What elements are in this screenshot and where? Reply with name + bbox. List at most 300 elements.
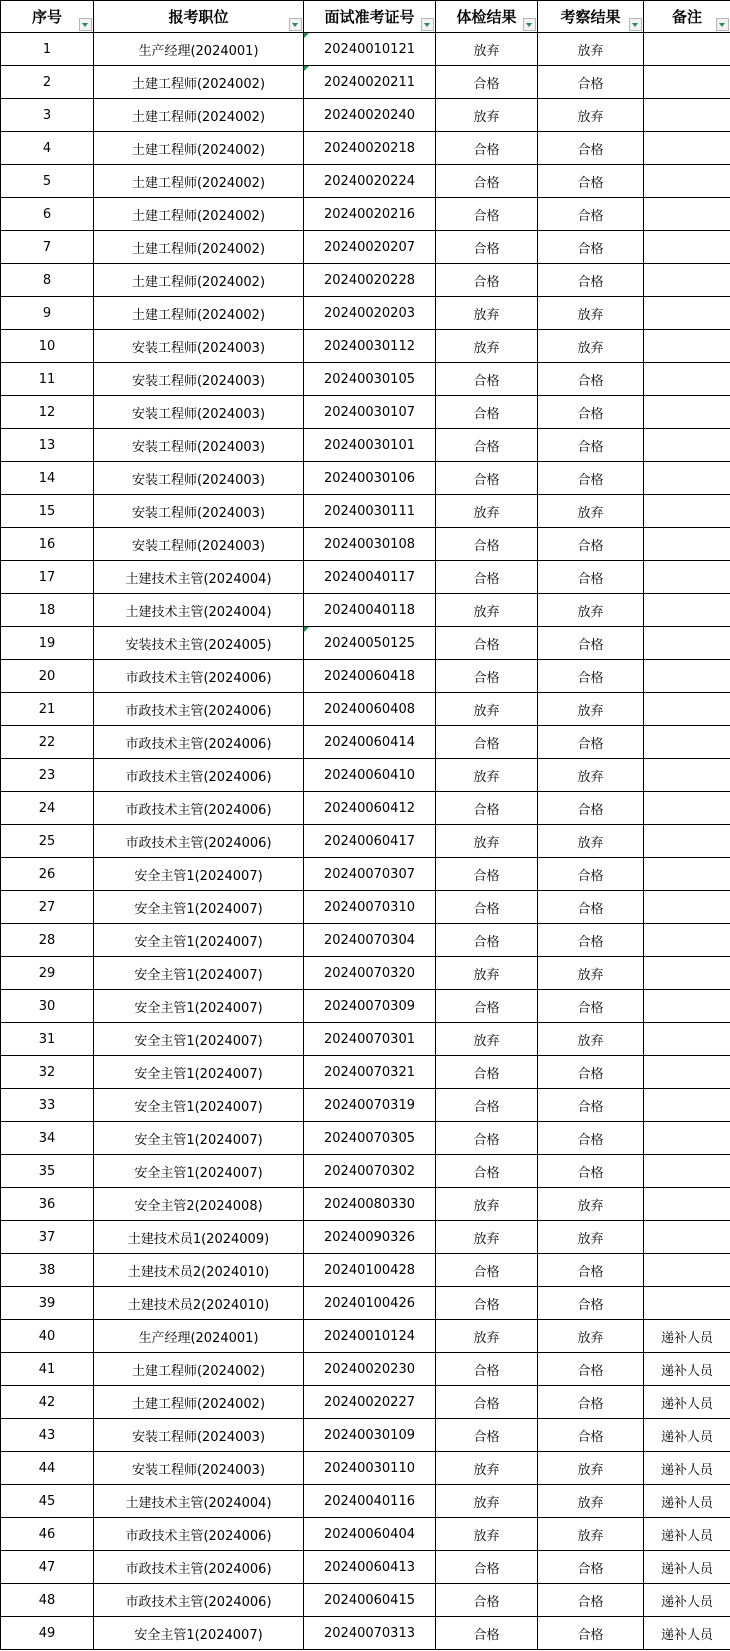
cell-note[interactable]: [644, 297, 730, 330]
filter-dropdown-icon[interactable]: [716, 18, 729, 31]
cell-note[interactable]: [644, 693, 730, 726]
cell-position[interactable]: 土建技术员1(2024009): [94, 1221, 304, 1254]
cell-note[interactable]: 递补人员: [644, 1584, 730, 1617]
cell-seq[interactable]: 43: [1, 1419, 94, 1452]
cell-review-result[interactable]: 合格: [538, 429, 644, 462]
cell-seq[interactable]: 13: [1, 429, 94, 462]
cell-exam-result[interactable]: 合格: [436, 462, 538, 495]
cell-ticket[interactable]: 20240010124: [304, 1320, 436, 1353]
cell-position[interactable]: 安全主管1(2024007): [94, 924, 304, 957]
cell-exam-result[interactable]: 合格: [436, 165, 538, 198]
cell-note[interactable]: [644, 924, 730, 957]
cell-position[interactable]: 土建工程师(2024002): [94, 264, 304, 297]
cell-review-result[interactable]: 合格: [538, 627, 644, 660]
cell-seq[interactable]: 35: [1, 1155, 94, 1188]
cell-position[interactable]: 市政技术主管(2024006): [94, 1551, 304, 1584]
cell-seq[interactable]: 15: [1, 495, 94, 528]
cell-review-result[interactable]: 合格: [538, 66, 644, 99]
cell-note[interactable]: [644, 99, 730, 132]
cell-exam-result[interactable]: 合格: [436, 1386, 538, 1419]
cell-position[interactable]: 市政技术主管(2024006): [94, 759, 304, 792]
cell-exam-result[interactable]: 合格: [436, 1122, 538, 1155]
cell-position[interactable]: 安全主管1(2024007): [94, 1089, 304, 1122]
cell-position[interactable]: 安全主管1(2024007): [94, 1155, 304, 1188]
cell-ticket[interactable]: 20240060404: [304, 1518, 436, 1551]
cell-ticket[interactable]: 20240100426: [304, 1287, 436, 1320]
cell-exam-result[interactable]: 合格: [436, 1254, 538, 1287]
cell-exam-result[interactable]: 合格: [436, 132, 538, 165]
cell-review-result[interactable]: 合格: [538, 1584, 644, 1617]
cell-note[interactable]: [644, 198, 730, 231]
cell-note[interactable]: [644, 1056, 730, 1089]
cell-exam-result[interactable]: 放弃: [436, 1320, 538, 1353]
cell-seq[interactable]: 17: [1, 561, 94, 594]
cell-ticket[interactable]: 20240030106: [304, 462, 436, 495]
cell-note[interactable]: [644, 495, 730, 528]
cell-exam-result[interactable]: 合格: [436, 198, 538, 231]
cell-position[interactable]: 土建工程师(2024002): [94, 1386, 304, 1419]
cell-exam-result[interactable]: 合格: [436, 429, 538, 462]
cell-seq[interactable]: 22: [1, 726, 94, 759]
cell-ticket[interactable]: 20240040117: [304, 561, 436, 594]
filter-dropdown-icon[interactable]: [421, 18, 434, 31]
cell-exam-result[interactable]: 放弃: [436, 1518, 538, 1551]
cell-ticket[interactable]: 20240060410: [304, 759, 436, 792]
cell-position[interactable]: 安全主管1(2024007): [94, 1617, 304, 1650]
cell-note[interactable]: [644, 462, 730, 495]
cell-position[interactable]: 安全主管1(2024007): [94, 1056, 304, 1089]
cell-ticket[interactable]: 20240020224: [304, 165, 436, 198]
cell-ticket[interactable]: 20240020216: [304, 198, 436, 231]
cell-review-result[interactable]: 放弃: [538, 594, 644, 627]
cell-ticket[interactable]: 20240020218: [304, 132, 436, 165]
cell-note[interactable]: [644, 429, 730, 462]
cell-seq[interactable]: 46: [1, 1518, 94, 1551]
filter-dropdown-icon[interactable]: [523, 18, 536, 31]
cell-ticket[interactable]: 20240030108: [304, 528, 436, 561]
cell-review-result[interactable]: 合格: [538, 1419, 644, 1452]
cell-ticket[interactable]: 20240030101: [304, 429, 436, 462]
cell-exam-result[interactable]: 放弃: [436, 594, 538, 627]
cell-position[interactable]: 土建技术主管(2024004): [94, 594, 304, 627]
cell-review-result[interactable]: 放弃: [538, 825, 644, 858]
cell-seq[interactable]: 10: [1, 330, 94, 363]
cell-review-result[interactable]: 放弃: [538, 693, 644, 726]
cell-note[interactable]: [644, 792, 730, 825]
cell-position[interactable]: 安装工程师(2024003): [94, 1452, 304, 1485]
cell-review-result[interactable]: 放弃: [538, 759, 644, 792]
cell-exam-result[interactable]: 合格: [436, 561, 538, 594]
cell-note[interactable]: [644, 165, 730, 198]
cell-position[interactable]: 安装工程师(2024003): [94, 1419, 304, 1452]
cell-position[interactable]: 安装工程师(2024003): [94, 330, 304, 363]
cell-seq[interactable]: 19: [1, 627, 94, 660]
cell-seq[interactable]: 16: [1, 528, 94, 561]
cell-note[interactable]: [644, 396, 730, 429]
cell-seq[interactable]: 37: [1, 1221, 94, 1254]
cell-seq[interactable]: 5: [1, 165, 94, 198]
cell-exam-result[interactable]: 合格: [436, 1551, 538, 1584]
cell-position[interactable]: 土建工程师(2024002): [94, 231, 304, 264]
cell-review-result[interactable]: 合格: [538, 924, 644, 957]
cell-review-result[interactable]: 合格: [538, 792, 644, 825]
cell-position[interactable]: 市政技术主管(2024006): [94, 1584, 304, 1617]
cell-seq[interactable]: 1: [1, 33, 94, 66]
cell-exam-result[interactable]: 合格: [436, 264, 538, 297]
cell-position[interactable]: 安装工程师(2024003): [94, 429, 304, 462]
cell-exam-result[interactable]: 合格: [436, 990, 538, 1023]
cell-review-result[interactable]: 合格: [538, 726, 644, 759]
cell-position[interactable]: 市政技术主管(2024006): [94, 1518, 304, 1551]
cell-ticket[interactable]: 20240100428: [304, 1254, 436, 1287]
cell-review-result[interactable]: 放弃: [538, 957, 644, 990]
cell-seq[interactable]: 33: [1, 1089, 94, 1122]
cell-ticket[interactable]: 20240060414: [304, 726, 436, 759]
cell-exam-result[interactable]: 放弃: [436, 99, 538, 132]
cell-exam-result[interactable]: 合格: [436, 396, 538, 429]
cell-review-result[interactable]: 放弃: [538, 1023, 644, 1056]
cell-note[interactable]: [644, 759, 730, 792]
cell-note[interactable]: [644, 1089, 730, 1122]
cell-exam-result[interactable]: 合格: [436, 726, 538, 759]
cell-seq[interactable]: 6: [1, 198, 94, 231]
cell-ticket[interactable]: 20240020211: [304, 66, 436, 99]
cell-ticket[interactable]: 20240030107: [304, 396, 436, 429]
cell-seq[interactable]: 38: [1, 1254, 94, 1287]
cell-note[interactable]: [644, 660, 730, 693]
cell-position[interactable]: 安全主管1(2024007): [94, 990, 304, 1023]
cell-seq[interactable]: 23: [1, 759, 94, 792]
cell-position[interactable]: 土建技术员2(2024010): [94, 1287, 304, 1320]
cell-exam-result[interactable]: 合格: [436, 66, 538, 99]
cell-exam-result[interactable]: 合格: [436, 528, 538, 561]
cell-position[interactable]: 生产经理(2024001): [94, 33, 304, 66]
cell-seq[interactable]: 11: [1, 363, 94, 396]
cell-ticket[interactable]: 20240020228: [304, 264, 436, 297]
cell-note[interactable]: 递补人员: [644, 1419, 730, 1452]
cell-review-result[interactable]: 放弃: [538, 1188, 644, 1221]
cell-review-result[interactable]: 合格: [538, 198, 644, 231]
cell-exam-result[interactable]: 放弃: [436, 330, 538, 363]
cell-position[interactable]: 土建工程师(2024002): [94, 99, 304, 132]
cell-review-result[interactable]: 放弃: [538, 330, 644, 363]
cell-review-result[interactable]: 合格: [538, 1386, 644, 1419]
cell-note[interactable]: [644, 990, 730, 1023]
cell-position[interactable]: 市政技术主管(2024006): [94, 792, 304, 825]
cell-seq[interactable]: 25: [1, 825, 94, 858]
cell-note[interactable]: [644, 1122, 730, 1155]
cell-review-result[interactable]: 合格: [538, 462, 644, 495]
cell-note[interactable]: 递补人员: [644, 1386, 730, 1419]
cell-seq[interactable]: 31: [1, 1023, 94, 1056]
cell-ticket[interactable]: 20240010121: [304, 33, 436, 66]
cell-ticket[interactable]: 20240030110: [304, 1452, 436, 1485]
cell-review-result[interactable]: 合格: [538, 1254, 644, 1287]
cell-seq[interactable]: 39: [1, 1287, 94, 1320]
cell-review-result[interactable]: 合格: [538, 1155, 644, 1188]
cell-exam-result[interactable]: 合格: [436, 1617, 538, 1650]
cell-ticket[interactable]: 20240070309: [304, 990, 436, 1023]
cell-note[interactable]: 递补人员: [644, 1518, 730, 1551]
cell-review-result[interactable]: 合格: [538, 891, 644, 924]
cell-exam-result[interactable]: 合格: [436, 1419, 538, 1452]
cell-seq[interactable]: 30: [1, 990, 94, 1023]
cell-seq[interactable]: 7: [1, 231, 94, 264]
cell-ticket[interactable]: 20240070307: [304, 858, 436, 891]
cell-note[interactable]: [644, 825, 730, 858]
cell-position[interactable]: 土建工程师(2024002): [94, 132, 304, 165]
cell-ticket[interactable]: 20240030109: [304, 1419, 436, 1452]
cell-ticket[interactable]: 20240080330: [304, 1188, 436, 1221]
cell-position[interactable]: 土建工程师(2024002): [94, 297, 304, 330]
cell-seq[interactable]: 14: [1, 462, 94, 495]
cell-exam-result[interactable]: 合格: [436, 231, 538, 264]
cell-ticket[interactable]: 20240060412: [304, 792, 436, 825]
cell-review-result[interactable]: 放弃: [538, 495, 644, 528]
cell-review-result[interactable]: 放弃: [538, 99, 644, 132]
cell-note[interactable]: [644, 264, 730, 297]
cell-note[interactable]: 递补人员: [644, 1452, 730, 1485]
cell-seq[interactable]: 36: [1, 1188, 94, 1221]
cell-note[interactable]: [644, 330, 730, 363]
cell-position[interactable]: 安装技术主管(2024005): [94, 627, 304, 660]
cell-note[interactable]: [644, 231, 730, 264]
cell-exam-result[interactable]: 合格: [436, 627, 538, 660]
cell-position[interactable]: 生产经理(2024001): [94, 1320, 304, 1353]
cell-seq[interactable]: 41: [1, 1353, 94, 1386]
cell-note[interactable]: [644, 132, 730, 165]
cell-exam-result[interactable]: 合格: [436, 1155, 538, 1188]
cell-ticket[interactable]: 20240070305: [304, 1122, 436, 1155]
cell-ticket[interactable]: 20240020230: [304, 1353, 436, 1386]
cell-review-result[interactable]: 放弃: [538, 33, 644, 66]
cell-seq[interactable]: 21: [1, 693, 94, 726]
cell-exam-result[interactable]: 放弃: [436, 495, 538, 528]
cell-exam-result[interactable]: 合格: [436, 858, 538, 891]
cell-note[interactable]: [644, 1254, 730, 1287]
cell-position[interactable]: 土建工程师(2024002): [94, 66, 304, 99]
cell-note[interactable]: [644, 1023, 730, 1056]
cell-review-result[interactable]: 放弃: [538, 297, 644, 330]
cell-review-result[interactable]: 合格: [538, 858, 644, 891]
cell-ticket[interactable]: 20240020207: [304, 231, 436, 264]
cell-note[interactable]: [644, 33, 730, 66]
cell-ticket[interactable]: 20240070302: [304, 1155, 436, 1188]
cell-review-result[interactable]: 合格: [538, 1089, 644, 1122]
cell-ticket[interactable]: 20240030111: [304, 495, 436, 528]
cell-exam-result[interactable]: 放弃: [436, 1485, 538, 1518]
cell-note[interactable]: [644, 528, 730, 561]
cell-review-result[interactable]: 合格: [538, 264, 644, 297]
cell-seq[interactable]: 45: [1, 1485, 94, 1518]
cell-ticket[interactable]: 20240070313: [304, 1617, 436, 1650]
cell-exam-result[interactable]: 合格: [436, 363, 538, 396]
cell-ticket[interactable]: 20240070319: [304, 1089, 436, 1122]
cell-exam-result[interactable]: 合格: [436, 660, 538, 693]
cell-ticket[interactable]: 20240020240: [304, 99, 436, 132]
cell-position[interactable]: 市政技术主管(2024006): [94, 726, 304, 759]
cell-position[interactable]: 安全主管1(2024007): [94, 858, 304, 891]
cell-ticket[interactable]: 20240040118: [304, 594, 436, 627]
cell-ticket[interactable]: 20240040116: [304, 1485, 436, 1518]
cell-position[interactable]: 安全主管1(2024007): [94, 1122, 304, 1155]
filter-dropdown-icon[interactable]: [629, 18, 642, 31]
cell-seq[interactable]: 34: [1, 1122, 94, 1155]
cell-seq[interactable]: 28: [1, 924, 94, 957]
cell-review-result[interactable]: 合格: [538, 1551, 644, 1584]
cell-ticket[interactable]: 20240070304: [304, 924, 436, 957]
cell-seq[interactable]: 27: [1, 891, 94, 924]
cell-seq[interactable]: 4: [1, 132, 94, 165]
cell-note[interactable]: 递补人员: [644, 1617, 730, 1650]
cell-note[interactable]: [644, 957, 730, 990]
cell-position[interactable]: 安全主管1(2024007): [94, 1023, 304, 1056]
cell-review-result[interactable]: 放弃: [538, 1452, 644, 1485]
filter-dropdown-icon[interactable]: [289, 18, 302, 31]
cell-note[interactable]: [644, 858, 730, 891]
cell-position[interactable]: 土建工程师(2024002): [94, 165, 304, 198]
cell-seq[interactable]: 3: [1, 99, 94, 132]
cell-seq[interactable]: 32: [1, 1056, 94, 1089]
cell-position[interactable]: 土建技术主管(2024004): [94, 561, 304, 594]
cell-note[interactable]: 递补人员: [644, 1353, 730, 1386]
cell-seq[interactable]: 9: [1, 297, 94, 330]
cell-exam-result[interactable]: 合格: [436, 1353, 538, 1386]
cell-review-result[interactable]: 合格: [538, 363, 644, 396]
cell-review-result[interactable]: 合格: [538, 1056, 644, 1089]
cell-note[interactable]: 递补人员: [644, 1320, 730, 1353]
cell-position[interactable]: 市政技术主管(2024006): [94, 693, 304, 726]
cell-exam-result[interactable]: 放弃: [436, 1023, 538, 1056]
cell-review-result[interactable]: 合格: [538, 231, 644, 264]
cell-ticket[interactable]: 20240030105: [304, 363, 436, 396]
filter-dropdown-icon[interactable]: [79, 18, 92, 31]
cell-review-result[interactable]: 合格: [538, 561, 644, 594]
cell-review-result[interactable]: 合格: [538, 132, 644, 165]
cell-seq[interactable]: 8: [1, 264, 94, 297]
cell-seq[interactable]: 2: [1, 66, 94, 99]
cell-exam-result[interactable]: 合格: [436, 891, 538, 924]
cell-note[interactable]: [644, 1287, 730, 1320]
cell-exam-result[interactable]: 合格: [436, 924, 538, 957]
cell-seq[interactable]: 42: [1, 1386, 94, 1419]
cell-ticket[interactable]: 20240060415: [304, 1584, 436, 1617]
cell-position[interactable]: 土建技术员2(2024010): [94, 1254, 304, 1287]
cell-note[interactable]: [644, 363, 730, 396]
cell-review-result[interactable]: 合格: [538, 528, 644, 561]
cell-exam-result[interactable]: 放弃: [436, 825, 538, 858]
cell-exam-result[interactable]: 放弃: [436, 759, 538, 792]
cell-exam-result[interactable]: 合格: [436, 1287, 538, 1320]
cell-exam-result[interactable]: 放弃: [436, 1452, 538, 1485]
cell-review-result[interactable]: 放弃: [538, 1485, 644, 1518]
cell-seq[interactable]: 12: [1, 396, 94, 429]
cell-review-result[interactable]: 合格: [538, 990, 644, 1023]
cell-exam-result[interactable]: 合格: [436, 1584, 538, 1617]
cell-note[interactable]: [644, 561, 730, 594]
cell-exam-result[interactable]: 放弃: [436, 33, 538, 66]
cell-ticket[interactable]: 20240030112: [304, 330, 436, 363]
cell-seq[interactable]: 48: [1, 1584, 94, 1617]
cell-ticket[interactable]: 20240070320: [304, 957, 436, 990]
cell-seq[interactable]: 49: [1, 1617, 94, 1650]
cell-ticket[interactable]: 20240070310: [304, 891, 436, 924]
cell-position[interactable]: 安装工程师(2024003): [94, 528, 304, 561]
cell-ticket[interactable]: 20240050125: [304, 627, 436, 660]
cell-note[interactable]: [644, 726, 730, 759]
cell-position[interactable]: 土建工程师(2024002): [94, 1353, 304, 1386]
cell-review-result[interactable]: 放弃: [538, 1221, 644, 1254]
cell-ticket[interactable]: 20240020227: [304, 1386, 436, 1419]
cell-exam-result[interactable]: 合格: [436, 1089, 538, 1122]
cell-review-result[interactable]: 放弃: [538, 1518, 644, 1551]
cell-note[interactable]: [644, 891, 730, 924]
cell-position[interactable]: 安装工程师(2024003): [94, 396, 304, 429]
cell-ticket[interactable]: 20240060417: [304, 825, 436, 858]
cell-note[interactable]: [644, 1188, 730, 1221]
cell-review-result[interactable]: 合格: [538, 396, 644, 429]
cell-position[interactable]: 安装工程师(2024003): [94, 462, 304, 495]
cell-exam-result[interactable]: 放弃: [436, 957, 538, 990]
cell-review-result[interactable]: 合格: [538, 165, 644, 198]
cell-seq[interactable]: 47: [1, 1551, 94, 1584]
cell-note[interactable]: [644, 594, 730, 627]
cell-review-result[interactable]: 合格: [538, 1353, 644, 1386]
cell-seq[interactable]: 29: [1, 957, 94, 990]
cell-seq[interactable]: 40: [1, 1320, 94, 1353]
cell-ticket[interactable]: 20240060418: [304, 660, 436, 693]
cell-ticket[interactable]: 20240060413: [304, 1551, 436, 1584]
cell-seq[interactable]: 18: [1, 594, 94, 627]
cell-exam-result[interactable]: 合格: [436, 1056, 538, 1089]
cell-review-result[interactable]: 放弃: [538, 1320, 644, 1353]
cell-review-result[interactable]: 合格: [538, 1287, 644, 1320]
cell-position[interactable]: 安全主管1(2024007): [94, 957, 304, 990]
cell-seq[interactable]: 24: [1, 792, 94, 825]
cell-note[interactable]: 递补人员: [644, 1485, 730, 1518]
cell-position[interactable]: 安装工程师(2024003): [94, 495, 304, 528]
cell-exam-result[interactable]: 放弃: [436, 297, 538, 330]
cell-review-result[interactable]: 合格: [538, 1122, 644, 1155]
cell-position[interactable]: 市政技术主管(2024006): [94, 660, 304, 693]
cell-position[interactable]: 土建技术主管(2024004): [94, 1485, 304, 1518]
cell-ticket[interactable]: 20240020203: [304, 297, 436, 330]
cell-exam-result[interactable]: 合格: [436, 792, 538, 825]
cell-ticket[interactable]: 20240090326: [304, 1221, 436, 1254]
cell-review-result[interactable]: 合格: [538, 660, 644, 693]
cell-ticket[interactable]: 20240070301: [304, 1023, 436, 1056]
cell-seq[interactable]: 20: [1, 660, 94, 693]
cell-position[interactable]: 土建工程师(2024002): [94, 198, 304, 231]
cell-position[interactable]: 市政技术主管(2024006): [94, 825, 304, 858]
cell-note[interactable]: [644, 1221, 730, 1254]
cell-ticket[interactable]: 20240060408: [304, 693, 436, 726]
cell-ticket[interactable]: 20240070321: [304, 1056, 436, 1089]
cell-note[interactable]: 递补人员: [644, 1551, 730, 1584]
cell-seq[interactable]: 26: [1, 858, 94, 891]
cell-exam-result[interactable]: 放弃: [436, 1221, 538, 1254]
cell-position[interactable]: 安装工程师(2024003): [94, 363, 304, 396]
cell-exam-result[interactable]: 放弃: [436, 693, 538, 726]
cell-note[interactable]: [644, 627, 730, 660]
cell-note[interactable]: [644, 66, 730, 99]
cell-position[interactable]: 安全主管1(2024007): [94, 891, 304, 924]
cell-position[interactable]: 安全主管2(2024008): [94, 1188, 304, 1221]
cell-note[interactable]: [644, 1155, 730, 1188]
cell-exam-result[interactable]: 放弃: [436, 1188, 538, 1221]
cell-seq[interactable]: 44: [1, 1452, 94, 1485]
cell-review-result[interactable]: 合格: [538, 1617, 644, 1650]
